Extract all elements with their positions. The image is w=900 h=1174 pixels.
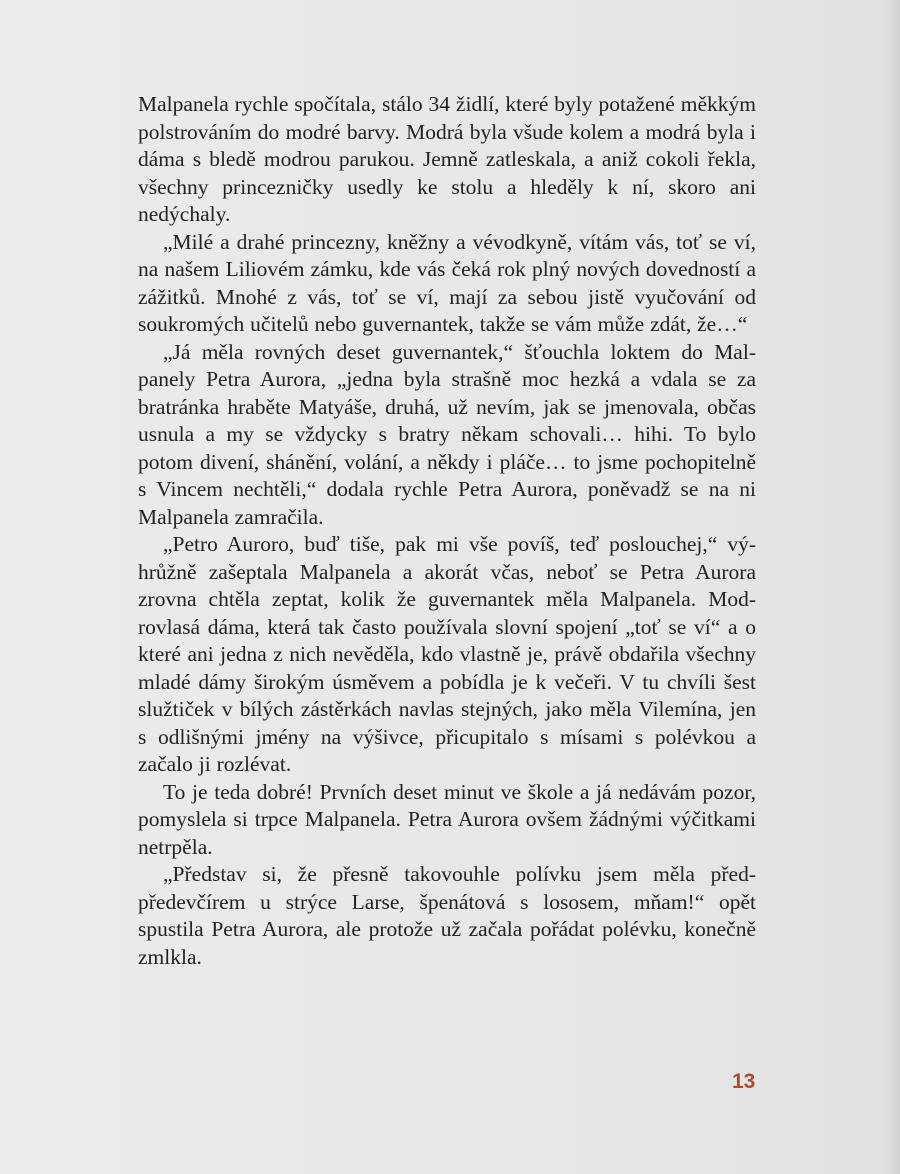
paragraph-6: „Představ si, že přesně takovouhle polívku jsem měla předpředevčírem u strýce Larse, špenátová s lososem, mňam!“ opět spustila Petra Aurora, ale protože už začala pořádat polévku, konečně zmlkla. [138,862,756,969]
paragraph-4: „Petro Auroro, buď tiše, pak mi vše povíš, teď poslouchej,“ výhrůžně zašeptala Malpanela a akorát včas, neboť se Petra Aurora zrovna chtěla zeptat, kolik že guvernantek měla Malpanela. Modrovlasá dáma, která tak často používala slovní spojení „toť se ví“ a o které ani jedna z nich nevěděla, kdo vlastně je, právě obdařila všechny mladé dámy širokým úsměvem a pobídla je k večeři. V tu chvíli šest služtiček v bílých zástěrkách navlas stejných, jako měla Vilemína, jen s odlišnými jmény na výšivce, přicupitalo s mísami s polévkou a začalo ji rozlévat. [138,532,756,776]
paragraph-1: Malpanela rychle spočítala, stálo 34 židlí, které byly potažené měkkým polstrováním do modré barvy. Modrá byla všude kolem a modrá byla i dáma s bledě modrou parukou. Jemně zatleskala, a aniž cokoli řekla, všechny princezničky usedly ke stolu a hleděly k ní, skoro ani nedýchaly. [138,92,756,226]
paragraph-3: „Já měla rovných deset guvernantek,“ šťouchla loktem do Malpanely Petra Aurora, „jedna byla strašně moc hezká a vdala se za bratránka hraběte Matyáše, druhá, už nevím, jak se jmenovala, občas usnula a my se vždycky s bratry někam schovali… hihi. To bylo potom divení, shánění, volání, a někdy i pláče… to jsme pochopitelně s Vincem nechtěli,“ dodala rychle Petra Aurora, poněvadž se na ni Malpanela zamračila. [138,339,756,529]
paragraph-5: To je teda dobré! Prvních deset minut ve škole a já nedávám pozor, pomyslela si trpce Malpanela. Petra Aurora ovšem žádnými výčitkami netrpěla. [138,779,756,859]
paragraph-2: „Milé a drahé princezny, kněžny a vévodkyně, vítám vás, toť se ví, na našem Liliovém zámku, kde vás čeká rok plný nových dovedností a zážitků. Mnohé z vás, toť se ví, mají za sebou jistě vyučování od soukromých učitelů nebo guvernantek, takže se vám může zdát, že…“ [138,229,756,336]
body-text [138,91,756,971]
page-number: 13 [732,1070,756,1093]
